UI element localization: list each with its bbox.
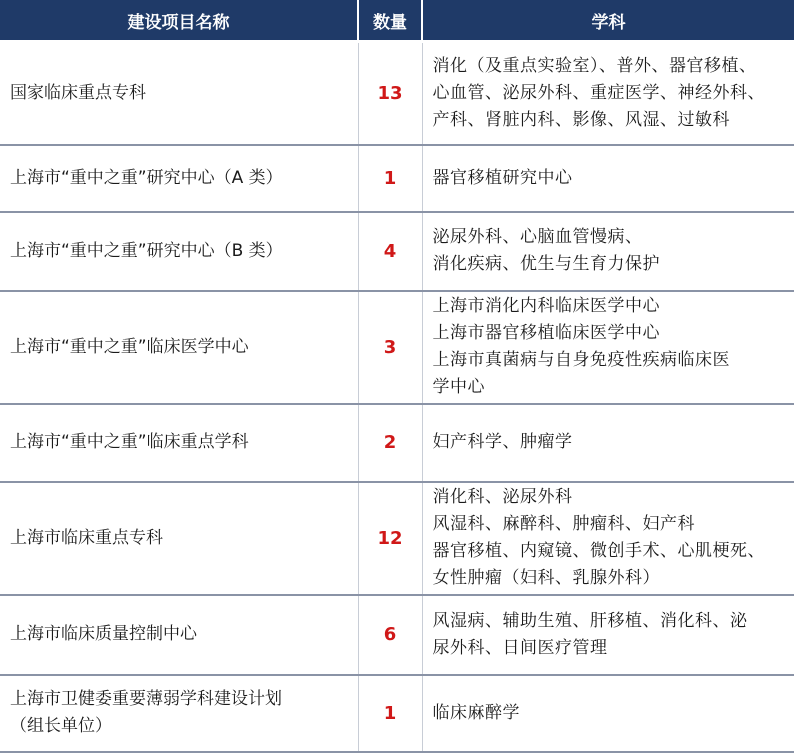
header-project-name: 建设项目名称 [0,0,358,42]
table-row [0,145,794,212]
project-name-cell [0,291,358,404]
subject-cell-line: 风湿病、辅助生殖、肝移植、消化科、泌 [432,610,748,631]
subject-cell-line: 妇产科学、肿瘤学 [432,432,573,452]
project-name-cell-line: 上海市卫健委重要薄弱学科建设计划 [10,689,282,709]
count-cell: 1 [358,675,422,752]
count-cell: 2 [358,404,422,482]
count-cell: 13 [358,42,422,145]
subject-cell-line: 尿外科、日间医疗管理 [432,637,608,658]
subject-cell [422,404,794,482]
project-name-cell [0,145,358,212]
subject-cell [422,145,794,212]
project-name-cell-line: 上海市“重中之重”研究中心（A 类） [10,167,283,188]
subject-cell-line: 消化疾病、优生与生育力保护 [432,254,660,274]
project-name-cell-line: 上海市“重中之重”研究中心（B 类） [10,240,283,261]
subject-cell-line: 消化（及重点实验室）、普外、器官移植、 [432,55,757,76]
subject-cell-line: 风湿科、麻醉科、肿瘤科、妇产科 [432,514,695,534]
project-name-cell [0,404,358,482]
project-name-cell-line: 上海市临床质量控制中心 [10,624,197,644]
subject-cell-line: 器官移植研究中心 [432,167,573,188]
table-row [0,212,794,291]
project-name-cell-line: 国家临床重点专科 [10,82,146,103]
subject-cell [422,212,794,291]
count-cell: 3 [358,291,422,404]
table-row [0,675,794,752]
subject-cell-line: 消化科、泌尿外科 [432,487,573,507]
project-name-cell [0,42,358,145]
subject-cell-line: 临床麻醉学 [432,702,520,723]
table-row [0,42,794,145]
count-cell: 6 [358,595,422,675]
table-row [0,291,794,404]
subject-cell [422,42,794,145]
count-cell: 1 [358,145,422,212]
header-row [0,0,794,42]
table-row [0,595,794,675]
table-row [0,482,794,595]
count-cell: 4 [358,212,422,291]
project-name-cell-line: （组长单位） [10,716,112,736]
subject-cell-line: 泌尿外科、心脑血管慢病、 [432,227,643,247]
project-name-cell [0,595,358,675]
project-name-cell [0,675,358,752]
project-name-cell-line: 上海市“重中之重”临床重点学科 [10,432,249,452]
project-name-cell [0,212,358,291]
subject-cell-line: 器官移植、内窥镜、微创手术、心肌梗死、 [432,541,765,561]
subject-cell-line: 学中心 [432,377,485,397]
subject-cell-line: 心血管、泌尿外科、重症医学、神经外科、 [432,82,765,103]
subject-cell-line: 产科、肾脏内科、影像、风湿、过敏科 [432,109,730,130]
subject-cell-line: 上海市器官移植临床医学中心 [432,323,660,343]
subject-cell-line: 上海市真菌病与自身免疫性疾病临床医 [432,350,730,370]
project-name-cell [0,482,358,595]
project-name-cell-line: 上海市“重中之重”临床医学中心 [10,336,249,357]
subject-cell-line: 上海市消化内科临床医学中心 [432,296,660,316]
subject-cell [422,675,794,752]
count-cell: 12 [358,482,422,595]
subject-cell [422,291,794,404]
subject-cell-line: 女性肿瘤（妇科、乳腺外科） [432,568,660,588]
subject-cell [422,482,794,595]
table-row [0,404,794,482]
subject-cell [422,595,794,675]
project-name-cell-line: 上海市临床重点专科 [10,527,163,548]
header-subject: 学科 [422,0,794,42]
header-count: 数量 [358,0,422,42]
